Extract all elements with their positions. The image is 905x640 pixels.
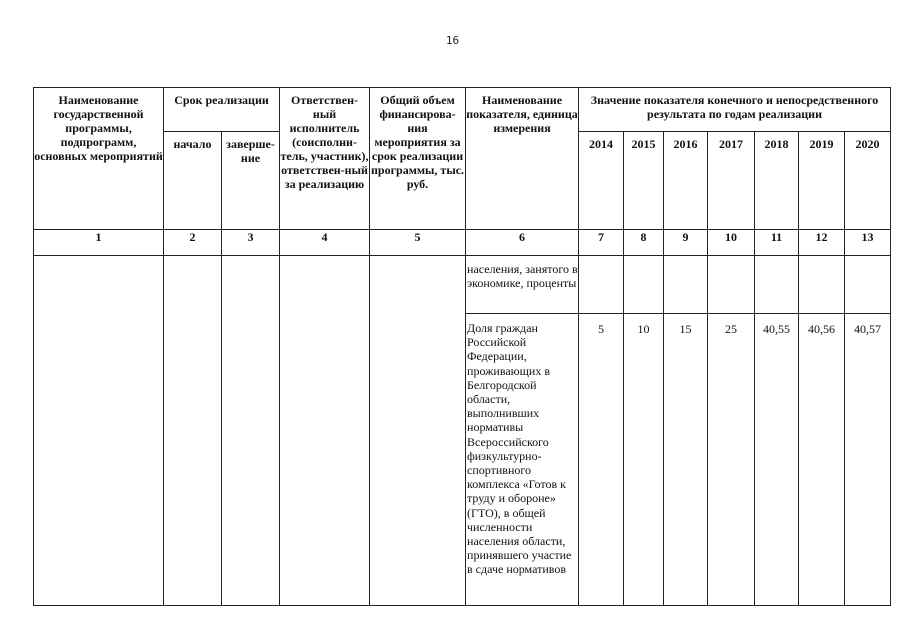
column-numbers-row (34, 230, 891, 256)
cell-financing (370, 256, 466, 606)
column-number: 2 (164, 230, 222, 256)
value-cell: 40,56 (799, 314, 845, 606)
value-cell (799, 256, 845, 314)
header-year: 2019 (799, 132, 845, 230)
header-term-start: начало (164, 132, 222, 230)
value-cell: 40,55 (755, 314, 799, 606)
header-indicator: Наименование показателя, единица измерения (466, 88, 579, 230)
page-number: 16 (445, 34, 460, 47)
table-row (34, 256, 891, 314)
value-cell (624, 256, 664, 314)
header-program-name: Наименование государственной программы, подпрограмм, основных мероприятий (34, 88, 164, 230)
column-number: 10 (708, 230, 755, 256)
header-year: 2017 (708, 132, 755, 230)
column-number: 9 (664, 230, 708, 256)
column-number: 11 (755, 230, 799, 256)
header-term: Срок реализации (164, 88, 280, 132)
indicators-table (33, 87, 891, 606)
column-number: 7 (579, 230, 624, 256)
header-term-end: заверше-ние (222, 132, 280, 230)
indicator-cell: населения, занятого в экономике, проценты (466, 256, 579, 314)
value-cell: 15 (664, 314, 708, 606)
value-cell (845, 256, 891, 314)
header-year: 2014 (579, 132, 624, 230)
column-number: 5 (370, 230, 466, 256)
column-number: 3 (222, 230, 280, 256)
header-values-group: Значение показателя конечного и непосредственного результата по годам реализации (579, 88, 891, 132)
cell-term-start (164, 256, 222, 606)
value-cell: 10 (624, 314, 664, 606)
column-number: 13 (845, 230, 891, 256)
value-cell: 40,57 (845, 314, 891, 606)
column-number: 4 (280, 230, 370, 256)
value-cell (664, 256, 708, 314)
value-cell (708, 256, 755, 314)
cell-program-name (34, 256, 164, 606)
header-year: 2016 (664, 132, 708, 230)
header-responsible: Ответствен-ный исполнитель (соисполни-тель, участник), ответствен-ный за реализацию (280, 88, 370, 230)
header-year: 2015 (624, 132, 664, 230)
column-number: 6 (466, 230, 579, 256)
column-number: 12 (799, 230, 845, 256)
header-financing: Общий объем финансирова-ния мероприятия за срок реализации программы, тыс. руб. (370, 88, 466, 230)
header-year: 2018 (755, 132, 799, 230)
value-cell (579, 256, 624, 314)
column-number: 8 (624, 230, 664, 256)
indicator-cell: Доля граждан Российской Федерации, проживающих в Белгородской области, выполнивших нормативы Всероссийского физкультурно-спортивного комплекса «Готов к труду и обороне» (ГТО), в общей численности населения области, принявшего участие в сдаче нормативов (466, 314, 579, 606)
cell-term-end (222, 256, 280, 606)
cell-responsible (280, 256, 370, 606)
value-cell (755, 256, 799, 314)
column-number: 1 (34, 230, 164, 256)
value-cell: 25 (708, 314, 755, 606)
header-year: 2020 (845, 132, 891, 230)
value-cell: 5 (579, 314, 624, 606)
